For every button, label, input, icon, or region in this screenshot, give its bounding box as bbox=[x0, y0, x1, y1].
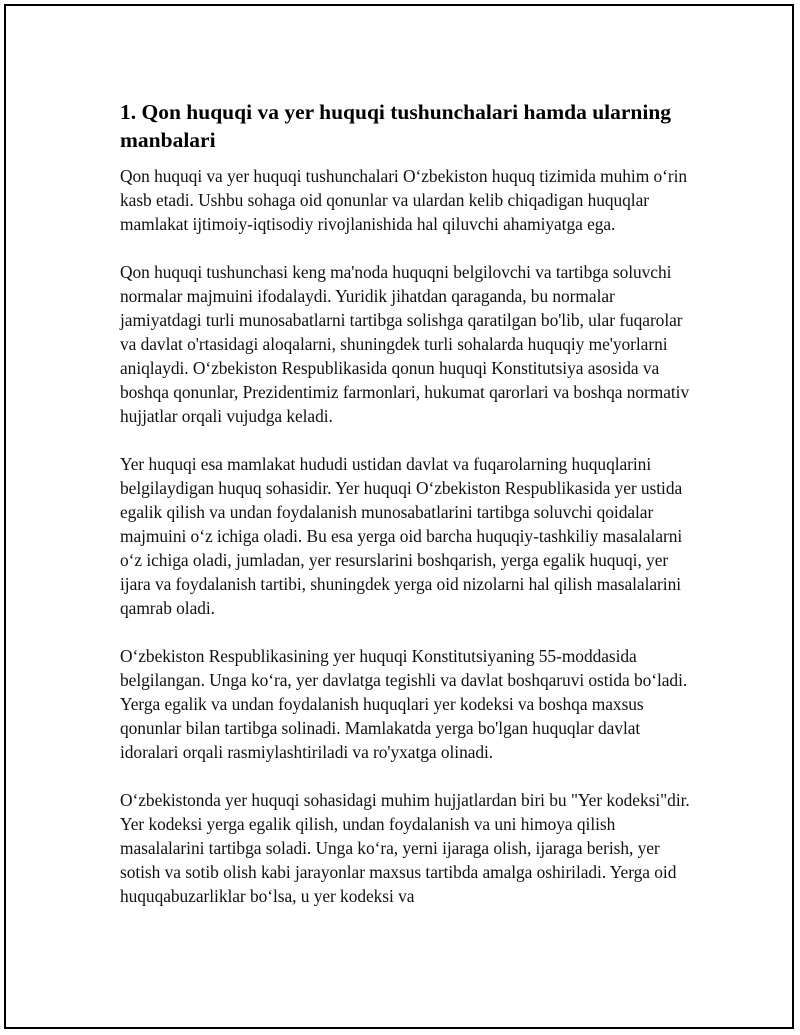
section-heading: 1. Qon huquqi va yer huquqi tushunchalari hamda ularning manbalari bbox=[120, 100, 672, 152]
paragraph-intro: Qon huquqi va yer huquqi tushunchalari O‘zbekiston huquq tizimida muhim o‘rin kasb etadi. Ushbu sohaga oid qonunlar va ulardan kelib chiqadigan huquqlar mamlakat ijtimoiy-iqtisodiy rivojlanishida hal qiluvchi ahamiyatga ega. bbox=[120, 166, 688, 234]
page-frame bbox=[4, 4, 794, 1029]
document-body bbox=[120, 98, 700, 932]
paragraph-yer-kodeksi: O‘zbekistonda yer huquqi sohasidagi muhim hujjatlardan biri bu "Yer kodeksi"dir. Yer kodeksi yerga egalik qilish, undan foydalanish va uni himoya qilish masalalarini tartibga soladi. Unga ko‘ra, yerni ijaraga olish, ijaraga berish, yer sotish va sotib olish kabi jarayonlar maxsus tartibda amalga oshiriladi. Yerga oid huquqabuzarliklar bo‘lsa, u yer kodeksi va bbox=[120, 790, 690, 906]
paragraph-yer-huquqi: Yer huquqi esa mamlakat hududi ustidan davlat va fuqarolarning huquqlarini belgilaydigan huquq sohasidir. Yer huquqi O‘zbekiston Respublikasida yer ustida egalik qilish va undan foydalanish munosabatlarini tartibga soluvchi qoidalar majmuini o‘z ichiga oladi. Bu esa yerga oid barcha huquqiy-tashkiliy masalalarni o‘z ichiga oladi, jumladan, yer resurslarini boshqarish, yerga egalik huquqi, yer ijara va foydalanish tartibi, shuningdek yerga oid nizolarni hal qilish masalalarini qamrab oladi. bbox=[120, 454, 683, 618]
paragraph-konstitutsiya: O‘zbekiston Respublikasining yer huquqi Konstitutsiyaning 55-moddasida belgilangan. Unga ko‘ra, yer davlatga tegishli va davlat boshqaruvi ostida bo‘ladi. Yerga egalik va undan foydalanish huquqlari yer kodeksi va boshqa maxsus qonunlar bilan tartibga solinadi. Mamlakatda yerga bo'lgan huquqlar davlat idoralari orqali rasmiylashtiriladi va ro'yxatga olinadi. bbox=[120, 646, 688, 762]
paragraph-qon-huquqi: Qon huquqi tushunchasi keng ma'noda huquqni belgilovchi va tartibga soluvchi normalar majmuini ifodalaydi. Yuridik jihatdan qaraganda, bu normalar jamiyatdagi turli munosabatlarni tartibga solishga qaratilgan bo'lib, ular fuqarolar va davlat o'rtasidagi aloqalarni, shuningdek turli sohalarda huquqiy me'yorlarni aniqlaydi. O‘zbekiston Respublikasida qonun huquqi Konstitutsiya asosida va boshqa qonunlar, Prezidentimiz farmonlari, hukumat qarorlari va boshqa normativ hujjatlar orqali vujudga keladi. bbox=[120, 262, 690, 426]
